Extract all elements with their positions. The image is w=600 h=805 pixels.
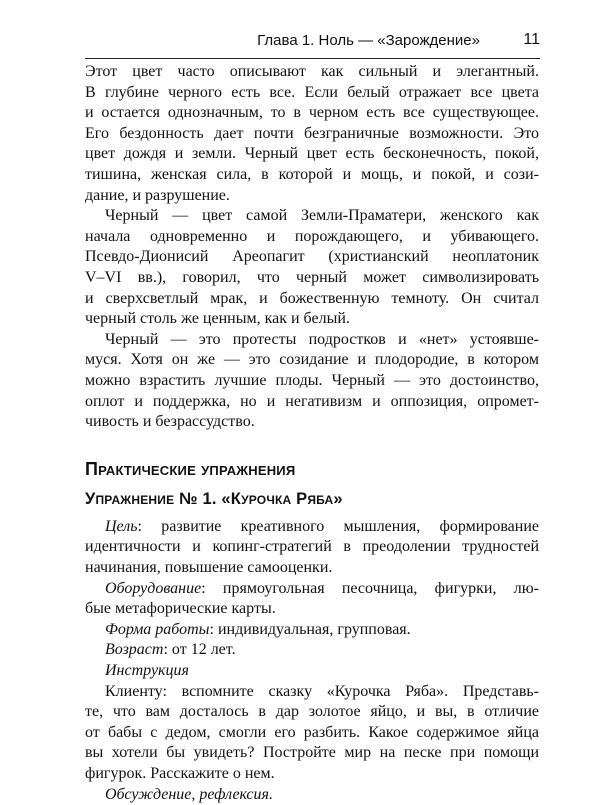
form-label: Форма работы — [105, 620, 210, 638]
text-line: Черный — цвет самой Земли-Праматери, женского как — [105, 207, 539, 225]
instruction-label: Инструкция — [105, 662, 189, 680]
text-line — [85, 579, 539, 600]
section-heading: Практические упражнения — [85, 458, 296, 479]
text-line: фигурок. Расскажите о нем. — [85, 765, 275, 782]
paragraph-black-description — [85, 62, 539, 206]
exercise-heading: Упражнение № 1. «Курочка Ряба» — [85, 490, 343, 509]
text-line: начинания, повышение самооценки. — [85, 559, 333, 577]
text-line: тишина, женская сила, в которой и мощь, и покой, и сози- — [85, 165, 539, 183]
exercise-instruction — [85, 682, 539, 785]
text-line: черный столь же ценным, как и белый. — [85, 310, 350, 328]
text-line: оплот и поддержка, но и негативизм и оппозиция, опромет- — [85, 392, 539, 410]
text-line: Черный — это протесты подростков и «нет» устоявше- — [105, 330, 539, 348]
text-line: Этот цвет часто описывают как сильный и элегантный. — [85, 63, 539, 80]
text-line: В глубине черного есть все. Если белый отражает все цвета — [85, 83, 539, 101]
text-line: чивость и безрассудство. — [85, 413, 255, 431]
goal-label: Цель — [105, 517, 138, 535]
body-text — [85, 62, 539, 805]
discussion-label: Обсуждение, рефлексия. — [105, 785, 273, 803]
goal-text: : развитие креативного мышления, формирование — [137, 517, 539, 535]
exercise-goal — [85, 517, 539, 579]
equipment-text: : прямоугольная песочница, фигурки, лю- — [201, 579, 539, 597]
chapter-title: Глава 1. Ноль — «Зарождение» — [257, 32, 480, 49]
text-line: вы хотели бы увидеть? Постройте мир на песке при помощи — [85, 744, 539, 762]
text-line: муся. Хотя он же — это созидание и плодородие, в котором — [85, 351, 539, 369]
text-line: начала одновременно и порождающего, и убивающего. — [85, 227, 539, 245]
paragraph-earth-mother — [85, 206, 539, 330]
age-label: Возраст — [105, 641, 164, 659]
text-line: от бабы с дедом, смогли его разбить. Какое содержимое яйца — [85, 723, 539, 741]
text-line: цвет дождя и земли. Черный цвет есть бесконечность, покой, — [85, 145, 539, 163]
text-line: и остается однозначным, то в черном есть все существующее. — [85, 104, 539, 122]
text-line: можно взрастить лучшие плоды. Черный — это достоинство, — [85, 371, 539, 389]
text-line: идентичности и копинг-стратегий в преодолении трудностей — [85, 538, 539, 556]
text-line: Псевдо-Дионисий Ареопагит (христианский неоплатоник — [85, 248, 539, 266]
exercise-age — [85, 640, 539, 661]
exercise-form — [85, 620, 539, 641]
text-line: и сверхсветлый мрак, и божественную темноту. Он считал — [85, 289, 539, 307]
exercise-instruction-label — [85, 661, 539, 682]
paragraph-protest — [85, 330, 539, 433]
text-line: V–VI вв.), говорил, что черный может символизировать — [85, 268, 539, 286]
text-line: бые метафорические карты. — [85, 600, 276, 618]
form-text: : индивидуальная, групповая. — [209, 620, 411, 638]
exercise-equipment — [85, 579, 539, 620]
text-line: дание, и разрушение. — [85, 186, 230, 204]
page-number: 11 — [523, 31, 540, 48]
text-line — [85, 517, 539, 538]
exercise-discussion — [85, 785, 539, 805]
running-header — [85, 20, 540, 59]
text-line: Клиенту: вспомните сказку «Курочка Ряба». Представь- — [105, 682, 539, 700]
age-text: : от 12 лет. — [163, 641, 236, 659]
text-line: Его бездонность дает почти безграничные возможности. Это — [85, 124, 539, 142]
text-line: те, что вам досталось в дар золотое яйцо, и вы, в отличие — [85, 703, 539, 721]
equipment-label: Оборудование — [105, 579, 202, 597]
